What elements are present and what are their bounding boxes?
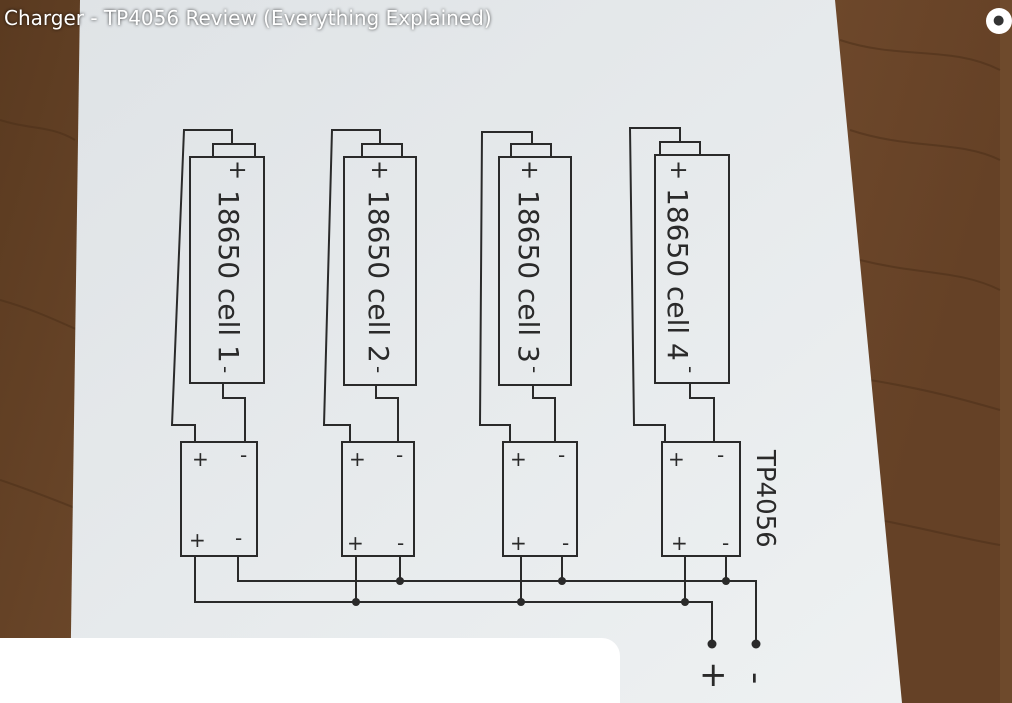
- output-plus-label: +: [699, 655, 728, 695]
- module-4-bat-minus: -: [717, 443, 725, 467]
- cell-3-minus-label: -: [523, 366, 547, 374]
- channel-avatar-button[interactable]: [986, 8, 1012, 34]
- cell-1-minus-label: -: [214, 366, 238, 374]
- module-1-in-plus: +: [189, 528, 206, 552]
- output-minus-label: -: [736, 672, 776, 685]
- module-2-bat-plus: +: [349, 447, 366, 471]
- module-3-bat-plus: +: [510, 447, 527, 471]
- junction-dot: [517, 598, 525, 606]
- cell-4-plus-label: +: [665, 160, 693, 181]
- cell-3-plus-label: +: [516, 160, 544, 181]
- module-2-bat-minus: -: [396, 443, 404, 467]
- cell-2-minus-label: -: [367, 366, 391, 374]
- junction-dot: [396, 577, 404, 585]
- module-1-bat-minus: -: [240, 443, 248, 467]
- junction-dot: [558, 577, 566, 585]
- module-1-bat-plus: +: [192, 447, 209, 471]
- module-1-in-minus: -: [235, 526, 243, 550]
- module-2-in-plus: +: [347, 531, 364, 555]
- cell-4-label: 18650 cell 4: [661, 188, 694, 361]
- module-3-in-plus: +: [510, 531, 527, 555]
- module-4-bat-plus: +: [668, 447, 685, 471]
- cell-4-minus-label: -: [679, 366, 703, 374]
- cell-1-label: 18650 cell 1: [212, 190, 245, 363]
- redacted-overlay: [0, 638, 620, 703]
- video-title: Charger - TP4056 Review (Everything Explained): [4, 6, 492, 30]
- cell-3-label: 18650 cell 3: [512, 190, 545, 363]
- cell-1-plus-label: +: [224, 160, 252, 181]
- output-plus-terminal: [708, 640, 717, 649]
- channel-icon: ●: [993, 13, 1005, 28]
- cell-2-label: 18650 cell 2: [362, 190, 395, 363]
- module-2-in-minus: -: [397, 531, 405, 555]
- junction-dot: [722, 577, 730, 585]
- module-3-bat-minus: -: [558, 443, 566, 467]
- module-type-label: TP4056: [750, 450, 780, 548]
- module-3-in-minus: -: [562, 531, 570, 555]
- module-4-in-plus: +: [671, 531, 688, 555]
- junction-dot: [352, 598, 360, 606]
- output-minus-terminal: [752, 640, 761, 649]
- junction-dot: [681, 598, 689, 606]
- module-4-in-minus: -: [722, 531, 730, 555]
- cell-2-plus-label: +: [366, 160, 394, 181]
